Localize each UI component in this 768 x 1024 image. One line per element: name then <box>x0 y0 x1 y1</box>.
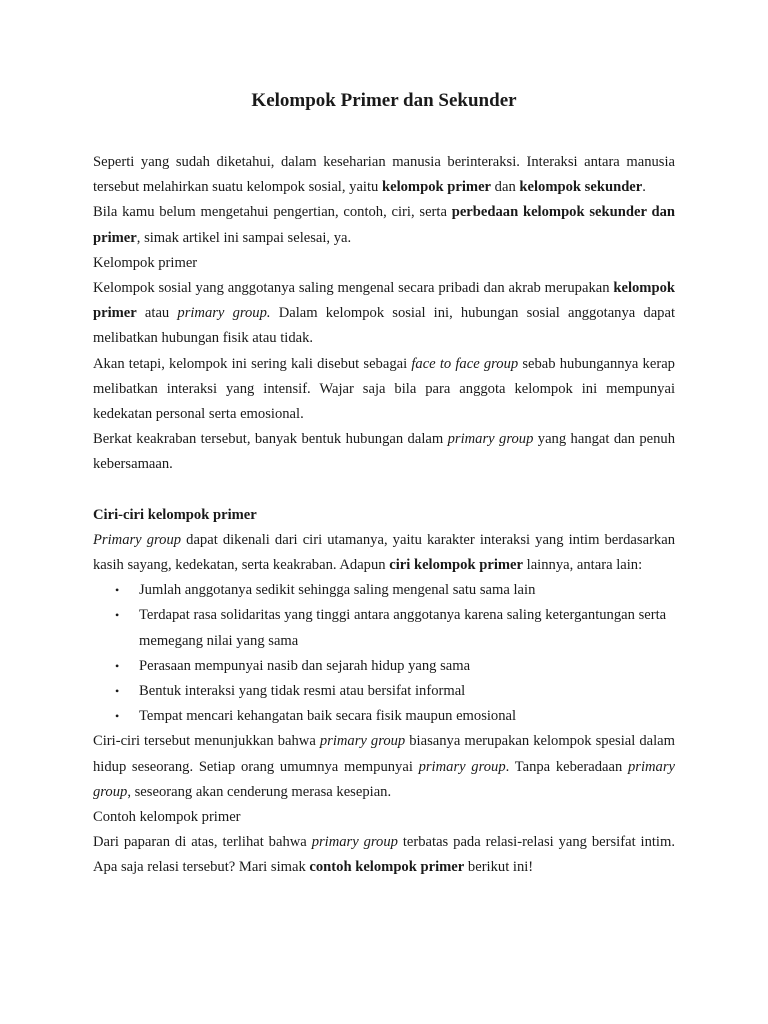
list-item-text: Bentuk interaksi yang tidak resmi atau bersifat informal <box>139 683 466 700</box>
italic-run: face to face group <box>411 355 519 372</box>
list-item-text: Tempat mencari kehangatan baik secara fisik maupun emosional <box>139 708 517 725</box>
list-item <box>93 603 675 653</box>
text-run: atau <box>136 305 178 322</box>
text-run: terbatas pada relasi-relasi yang bersifat intim. Apa saja relasi tersebut? Mari simak <box>93 834 675 876</box>
characteristics-list <box>93 578 675 729</box>
text-run: yang hangat dan penuh kebersamaan. <box>93 431 675 473</box>
bold-run: contoh kelompok primer <box>309 859 465 876</box>
bullet-icon: • <box>115 709 120 724</box>
section-heading-contoh: Contoh kelompok primer <box>93 809 241 826</box>
italic-run: primary group <box>418 758 506 775</box>
text-run: biasanya merupakan kelompok spesial dalam hidup seseorang. Setiap orang umumnya mempunyai <box>93 733 676 775</box>
text-run: dan <box>491 179 520 196</box>
text-run: dapat dikenali dari ciri utamanya, yaitu karakter interaksi yang intim berdasarkan kasih sayang, kedekatan, serta keakraban. Adapun <box>93 531 675 574</box>
bold-run: kelompok primer <box>93 280 675 322</box>
text-run: Akan tetapi, kelompok ini sering kali disebut sebagai <box>93 355 412 372</box>
text-run: Kelompok sosial yang anggotanya saling mengenal secara pribadi dan akrab merupakan <box>93 280 614 297</box>
list-item <box>93 679 675 704</box>
examples-intro-paragraph <box>93 830 675 880</box>
special-group-paragraph <box>93 729 675 805</box>
reading-prompt-paragraph <box>93 200 675 250</box>
section-heading-ciri <box>93 503 675 528</box>
bullet-icon: • <box>115 658 120 673</box>
bullet-icon: • <box>115 684 120 699</box>
text-run: Dari paparan di atas, terlihat bahwa <box>93 834 312 851</box>
text-run: Bila kamu belum mengetahui pengertian, contoh, ciri, serta <box>93 204 452 221</box>
italic-run: primary group <box>93 758 676 800</box>
warmth-paragraph <box>93 427 675 477</box>
italic-run: primary group <box>447 431 534 448</box>
paragraph-spacer <box>93 478 675 503</box>
text-run: . <box>642 179 646 196</box>
text-run: , seseorang akan cenderung merasa kesepian. <box>127 783 392 800</box>
italic-run: primary group <box>311 834 398 851</box>
definition-paragraph <box>93 276 675 352</box>
list-item-text: Terdapat rasa solidaritas yang tinggi antara anggotanya karena saling ketergantungan serta memegang nilai yang sama <box>139 607 667 649</box>
text-run: lainnya, antara lain: <box>523 557 643 574</box>
text-run: Ciri-ciri tersebut menunjukkan bahwa <box>93 733 320 750</box>
text-run: . Tanpa keberadaan <box>505 758 628 775</box>
text-run: , simak artikel ini sampai selesai, ya. <box>136 229 352 246</box>
intro-paragraph <box>93 150 675 200</box>
document-title: Kelompok Primer dan Sekunder <box>251 90 517 111</box>
bullet-icon: • <box>115 608 120 623</box>
list-item <box>93 654 675 679</box>
bold-run: kelompok sekunder <box>519 179 643 196</box>
section-heading-kelompok-primer: Kelompok primer <box>93 254 198 271</box>
list-item-text: Perasaan mempunyai nasib dan sejarah hidup yang sama <box>139 657 471 674</box>
italic-run: primary group <box>319 733 406 750</box>
bullet-icon: • <box>115 583 120 598</box>
italic-run: primary group. <box>177 305 271 322</box>
italic-run: Primary group <box>93 531 182 548</box>
characteristics-intro-paragraph <box>93 528 675 578</box>
text-run: sebab hubungannya kerap melibatkan interaksi yang intensif. Wajar saja bila para anggota kelompok ini mempunyai kedekatan personal serta emosional. <box>93 355 675 423</box>
text-run: Seperti yang sudah diketahui, dalam keseharian manusia berinteraksi. Interaksi antara manusia tersebut melahirkan suatu kelompok sosial, yaitu <box>93 154 675 196</box>
text-run: Dalam kelompok sosial ini, hubungan sosial anggotanya dapat melibatkan hubungan fisik atau tidak. <box>93 305 676 347</box>
bold-heading-text: Ciri-ciri kelompok primer <box>93 506 257 523</box>
list-item-text: Jumlah anggotanya sedikit sehingga saling mengenal satu sama lain <box>139 582 536 599</box>
bold-run: ciri kelompok primer <box>389 557 523 574</box>
text-run: Berkat keakraban tersebut, banyak bentuk hubungan dalam <box>93 431 448 448</box>
bold-run: perbedaan kelompok sekunder dan primer <box>93 204 675 246</box>
list-item <box>93 704 675 729</box>
text-run: berikut ini! <box>464 859 534 876</box>
list-item <box>93 578 675 603</box>
bold-run: kelompok primer <box>381 179 492 196</box>
face-to-face-paragraph <box>93 352 675 428</box>
